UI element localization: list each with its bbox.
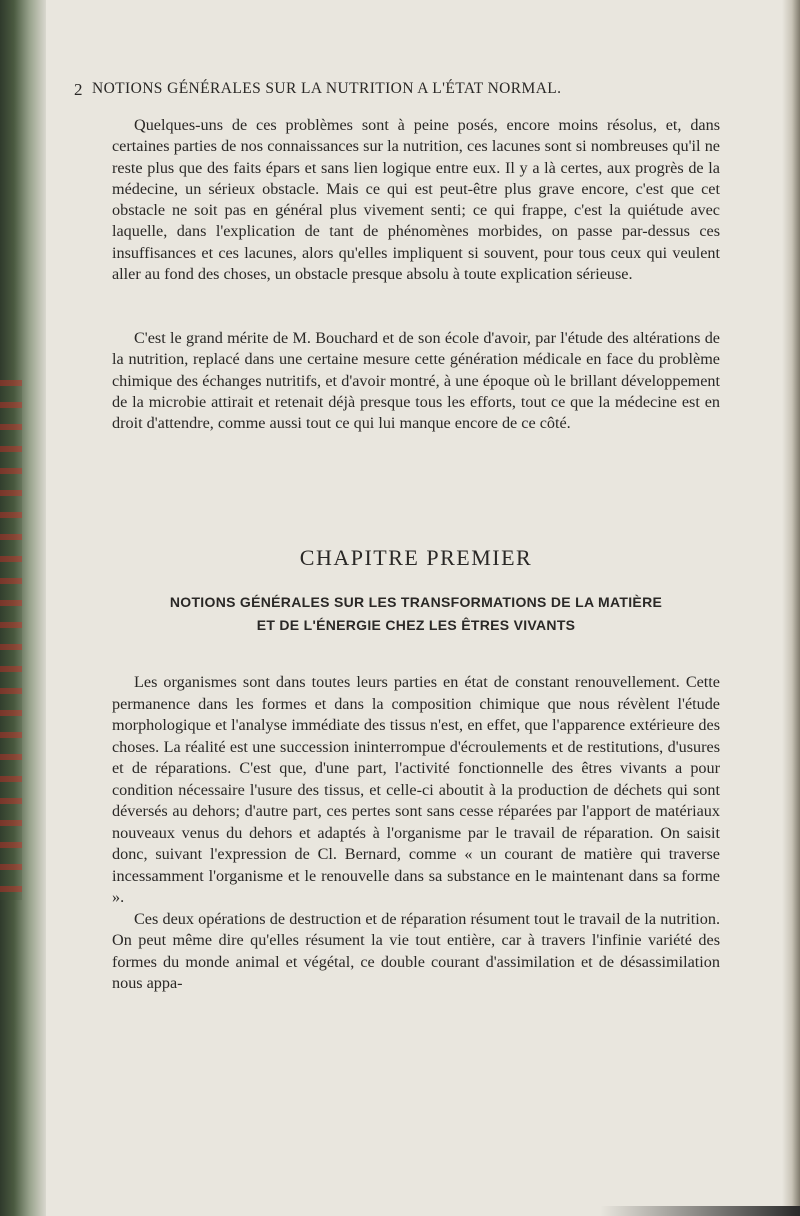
page-edge-shadow xyxy=(782,0,800,1216)
section-heading xyxy=(100,591,732,637)
section-heading-line-1: NOTIONS GÉNÉRALES SUR LES TRANSFORMATIONS DE LA MATIÈRE xyxy=(169,594,663,610)
body-paragraph-1: Les organismes sont dans toutes leurs parties en état de constant renouvellement. Cette permanence dans les formes et dans la composition chimique que nous révèlent l'étude morphologique et l'analyse immédiate des tissus n'est, en effet, que l'apparence extérieure des choses. La réalité est une succession ininterrompue d'écroulements et de restitutions, d'usures et de réparations. C'est que, d'une part, l'activité fonctionnelle des êtres vivants a pour condition nécessaire l'usure des tissus, et celle-ci aboutit à la production de déchets qui sont déversés au dehors; d'autre part, ces pertes sont sans cesse réparées par l'apport de matériaux nouveaux venus du dehors et adaptés à l'organisme par le travail de réparation. On saisit donc, suivant l'expression de Cl. Bernard, comme « un courant de matière qui traverse incessamment l'organisme et le renouvelle dans sa substance en le maintenant dans sa forme ». xyxy=(112,673,720,906)
intro-paragraph-1: Quelques-uns de ces problèmes sont à peine posés, encore moins résolus, et, dans certaines parties de nos connaissances sur la nutrition, ces lacunes sont si nombreuses qu'il ne reste plus que des faits épars et sans lien logique entre eux. Il y a là certes, aux progrès de la médecine, un sérieux obstacle. Mais ce qui est peut-être plus grave encore, c'est que cet obstacle ne soit pas en général plus vivement senti; ce qui frappe, c'est la quiétude avec laquelle, dans l'explication de tant de phénomènes morbides, on passe par-dessus ces insuffisances et ces lacunes, alors qu'elles impliquent si souvent, pour tous ceux qui veulent aller au fond des choses, un obstacle presque absolu à toute explication sérieuse. xyxy=(112,116,720,284)
intro-paragraph-2: C'est le grand mérite de M. Bouchard et de son école d'avoir, par l'étude des altérations de la nutrition, replacé dans une certaine mesure cette génération médicale en face du problème chimique des échanges nutritifs, et d'avoir montré, à une époque où le brillant développement de la microbie attirait et retenait déjà presque tous les efforts, tout ce que la médecine est en droit d'attendre, comme aussi tout ce qui lui manque encore de ce côté. xyxy=(112,329,720,433)
chapter-body xyxy=(112,672,720,995)
running-title: NOTIONS GÉNÉRALES SUR LA NUTRITION A L'ÉTAT NORMAL. xyxy=(92,80,562,97)
chapter-title: CHAPITRE PREMIER xyxy=(299,545,533,570)
body-paragraph-2: Ces deux opérations de destruction et de réparation résument tout le travail de la nutrition. On peut même dire qu'elles résument la vie tout entière, car à travers l'infinie variété des formes du monde animal et végétal, ce double courant d'assimilation et de désassimilation nous appa- xyxy=(112,909,720,992)
running-head xyxy=(60,80,772,100)
section-heading-line-2: ET DE L'ÉNERGIE CHEZ LES ÊTRES VIVANTS xyxy=(256,617,576,633)
binding-stain xyxy=(0,380,22,900)
page-number: 2 xyxy=(74,80,83,99)
book-page xyxy=(60,0,772,1216)
